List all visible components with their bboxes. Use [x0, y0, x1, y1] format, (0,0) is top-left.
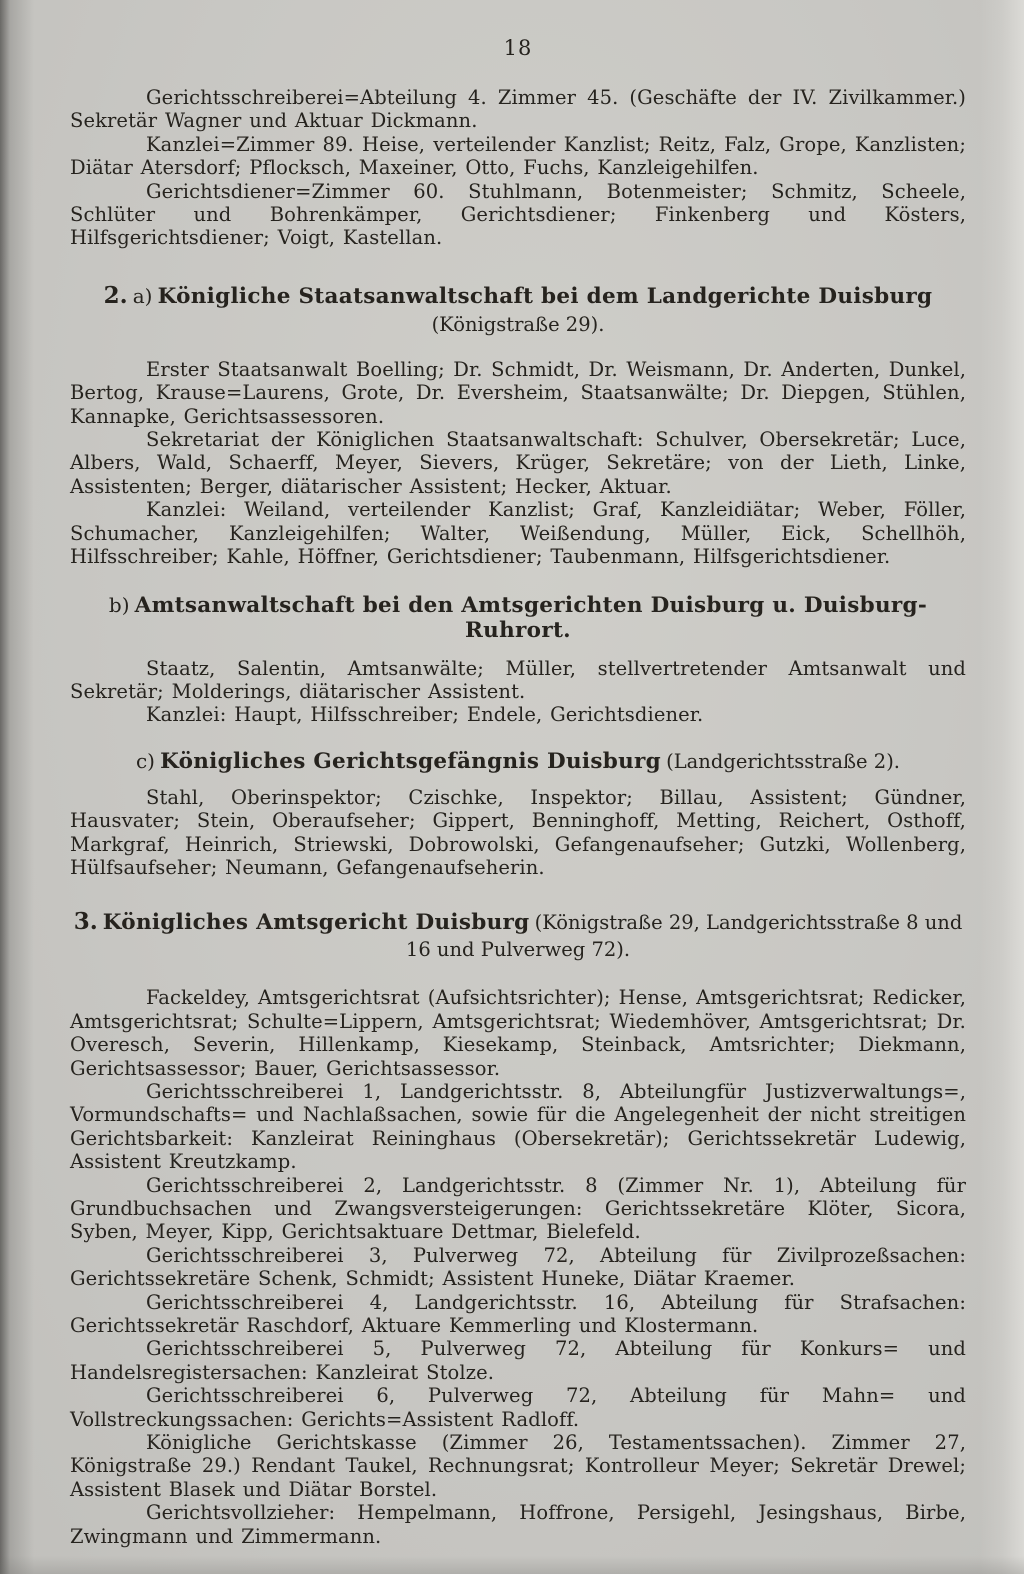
scan-edge-shadow-bottom [0, 1556, 1024, 1574]
section-2a-title: Königliche Staatsanwaltschaft bei dem Landgerichte Duisburg [157, 283, 933, 309]
paragraph-gefaengnis-personal: Stahl, Oberinspektor; Czischke, Inspektor; Billau, Assistent; Gündner, Hausvater; Stein, Oberaufseher; Gippert, Benninghoff, Metting, Reichert, Osthoff, Markgraf, Heinrich, Striewski, Dobrowolski, Gefangenaufseher; Gutzki, Wollenberg, Hülfsaufseher; Neumann, Gefangenaufseherin. [70, 785, 966, 879]
scan-edge-highlight-right [980, 0, 1024, 1574]
paragraph-staatsanwaelte: Erster Staatsanwalt Boelling; Dr. Schmidt, Dr. Weismann, Dr. Anderten, Dunkel, Bertog, Krause=Laurens, Grote, Dr. Eversheim, Staatsanwälte; Dr. Diepgen, Stühlen, Kannapke, Gerichtsassessoren. [70, 357, 966, 428]
page-content [70, 36, 966, 1548]
scan-edge-shadow-left [0, 0, 34, 1574]
paragraph-gerichtskasse: Königliche Gerichtskasse (Zimmer 26, Testamentssachen). Zimmer 27, Königstraße 29.) Rendant Taukel, Rechnungsrat; Kontrolleur Meyer; Sekretär Drewel; Assistent Blasek und Diätar Borstel. [70, 1431, 966, 1501]
paragraph-gerichtsschreiberei-4: Gerichtsschreiberei 4, Landgerichtsstr. 16, Abteilung für Strafsachen: Gerichtssekretär Raschdorf, Aktuare Kemmerling und Klostermann. [70, 1290, 966, 1338]
section-heading-3 [70, 909, 966, 964]
paragraph-amtsanwaelte: Staatz, Salentin, Amtsanwälte; Müller, stellvertretender Amtsanwalt und Sekretär; Molderings, diätarischer Assistent. [70, 656, 966, 703]
section-3-address: (Königstraße 29, Landgerichtsstraße 8 und 16 und Pulverweg 72). [405, 911, 963, 962]
paragraph-gerichtsschreiberei-6: Gerichtsschreiberei 6, Pulverweg 72, Abteilung für Mahn= und Vollstreckungssachen: Gerichts=Assistent Radloff. [70, 1384, 966, 1431]
paragraph-kanzlei-zimmer-89: Kanzlei=Zimmer 89. Heise, verteilender Kanzlist; Reitz, Falz, Grope, Kanzlisten; Diätar Atersdorf; Pflocksch, Maxeiner, Otto, Fuchs, Kanzleigehilfen. [70, 132, 966, 180]
section-b-letter: b) [108, 592, 130, 617]
section-heading-2a [70, 282, 966, 309]
paragraph-kanzlei-staatsanwaltschaft: Kanzlei: Weiland, verteilender Kanzlist; Graf, Kanzleidiätar; Weber, Föller, Schumacher, Kanzleigehilfen; Walter, Weißendung, Müller, Eick, Schellhöh, Hilfsschreiber; Kahle, Höffner, Gerichtsdiener; Taubenmann, Hilfsgerichtsdiener. [70, 498, 966, 569]
paragraph-gerichtsschreiberei-abt4: Gerichtsschreiberei=Abteilung 4. Zimmer 45. (Geschäfte der IV. Zivilkammer.) Sekretär Wagner und Aktuar Dickmann. [70, 86, 966, 133]
section-2-number: 2. [103, 281, 128, 309]
paragraph-gerichtsschreiberei-5: Gerichtsschreiberei 5, Pulverweg 72, Abteilung für Konkurs= und Handelsregistersachen: Kanzleirat Stolze. [70, 1337, 966, 1384]
paragraph-gerichtsschreiberei-3: Gerichtsschreiberei 3, Pulverweg 72, Abteilung für Zivilprozeßsachen: Gerichtssekretäre Schenk, Schmidt; Assistent Huneke, Diätar Kraemer. [70, 1243, 966, 1291]
paragraph-sekretariat-staatsanwaltschaft: Sekretariat der Königlichen Staatsanwaltschaft: Schulver, Obersekretär; Luce, Albers, Wald, Schaerff, Meyer, Sievers, Krüger, Sekretäre; von der Lieth, Linke, Assistenten; Berger, diätarischer Assistent; Hecker, Aktuar. [70, 428, 966, 498]
section-c-title: Königliches Gerichtsgefängnis Duisburg [160, 748, 662, 774]
section-c-address: (Landgerichtsstraße 2). [666, 749, 901, 773]
paragraph-gerichtsvollzieher: Gerichtsvollzieher: Hempelmann, Hoffrone, Persigehl, Jesingshaus, Birbe, Zwingmann und Zimmermann. [70, 1501, 966, 1548]
page-number: 18 [503, 36, 533, 60]
paragraph-gerichtsdiener-zimmer-60: Gerichtsdiener=Zimmer 60. Stuhlmann, Botenmeister; Schmitz, Scheele, Schlüter und Bohrenkämper, Gerichtsdiener; Finkenberg und Kösters, Hilfsgerichtsdiener; Voigt, Kastellan. [70, 179, 966, 250]
section-c-letter: c) [135, 748, 155, 773]
section-3-number: 3. [73, 908, 98, 936]
section-heading-c [70, 749, 966, 774]
paragraph-gerichtsschreiberei-2: Gerichtsschreiberei 2, Landgerichtsstr. 8 (Zimmer Nr. 1), Abteilung für Grundbuchsachen und Zwangsversteigerungen: Gerichtssekretäre Klöter, Sicora, Syben, Meyer, Kipp, Gerichtsaktuare Dettmar, Bielefeld. [70, 1173, 966, 1244]
section-b-title: Amtsanwaltschaft bei den Amtsgerichten Duisburg u. Duisburg-Ruhrort. [134, 592, 928, 643]
section-heading-b [70, 593, 966, 643]
paragraph-gerichtsschreiberei-1: Gerichtsschreiberei 1, Landgerichtsstr. 8, Abteilungfür Justizverwaltungs=, Vormundschafts= und Nachlaßsachen, sowie für die Angelegenheit der nicht streitigen Gerichtsbarkeit: Kanzleirat Reininghaus (Obersekretär); Gerichtssekretär Ludewig, Assistent Kreutzkamp. [70, 1079, 966, 1174]
paragraph-kanzlei-amtsanwaltschaft: Kanzlei: Haupt, Hilfsschreiber; Endele, Gerichtsdiener. [146, 703, 704, 727]
section-2a-address: (Königstraße 29). [431, 312, 605, 336]
section-2a-letter: a) [132, 283, 153, 308]
paragraph-amtsgerichtsraete: Fackeldey, Amtsgerichtsrat (Aufsichtsrichter); Hense, Amtsgerichtsrat; Redicker, Amtsgerichtsrat; Schulte=Lippern, Amtsgerichtsrat; Wiedemhöver, Amtsgerichtsrat; Dr. Overesch, Severin, Hillenkamp, Kiesekamp, Steinback, Amtsrichter; Diekmann, Gerichtsassessor; Bauer, Gerichtsassessor. [70, 986, 966, 1080]
section-3-title: Königliches Amtsgericht Duisburg [102, 910, 530, 936]
